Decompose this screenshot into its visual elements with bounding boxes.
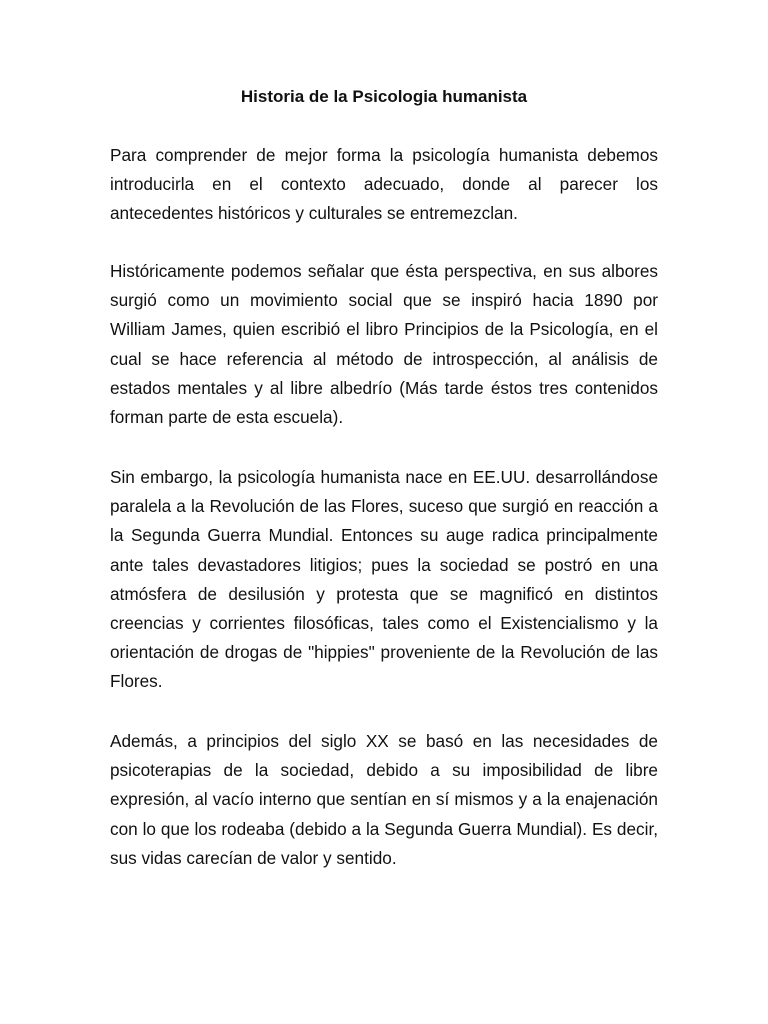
paragraph-context: Para comprender de mejor forma la psicología humanista debemos introducirla en el contexto adecuado, donde al parecer los antecedentes históricos y culturales se entremezclan. [110, 145, 658, 224]
paragraph-needs: Además, a principios del siglo XX se basó en las necesidades de psicoterapias de la sociedad, debido a su imposibilidad de libre expresión, al vacío interno que sentían en sí mismos y a la enajenación con lo que los rodeaba (debido a la Segunda Guerra Mundial). Es decir, sus vidas carecían de valor y sentido. [110, 731, 658, 868]
paragraph-origin: Sin embargo, la psicología humanista nace en EE.UU. desarrollándose paralela a la Revolución de las Flores, suceso que surgió en reacción a la Segunda Guerra Mundial. Entonces su auge radica principalmente ante tales devastadores litigios; pues la sociedad se postró en una atmósfera de desilusión y protesta que se magnificó en distintos creencias y corrientes filosóficas, tales como el Existencialismo y la orientación de drogas de "hippies" proveniente de la Revolución de las Flores. [110, 467, 658, 692]
paragraph-history: Históricamente podemos señalar que ésta perspectiva, en sus albores surgió como un movimiento social que se inspiró hacia 1890 por William James, quien escribió el libro Principios de la Psicología, en el cual se hace referencia al método de introspección, al análisis de estados mentales y al libre albedrío (Más tarde éstos tres contenidos forman parte de esta escuela). [110, 261, 658, 428]
document-title: Historia de la Psicologia humanista [240, 87, 528, 106]
